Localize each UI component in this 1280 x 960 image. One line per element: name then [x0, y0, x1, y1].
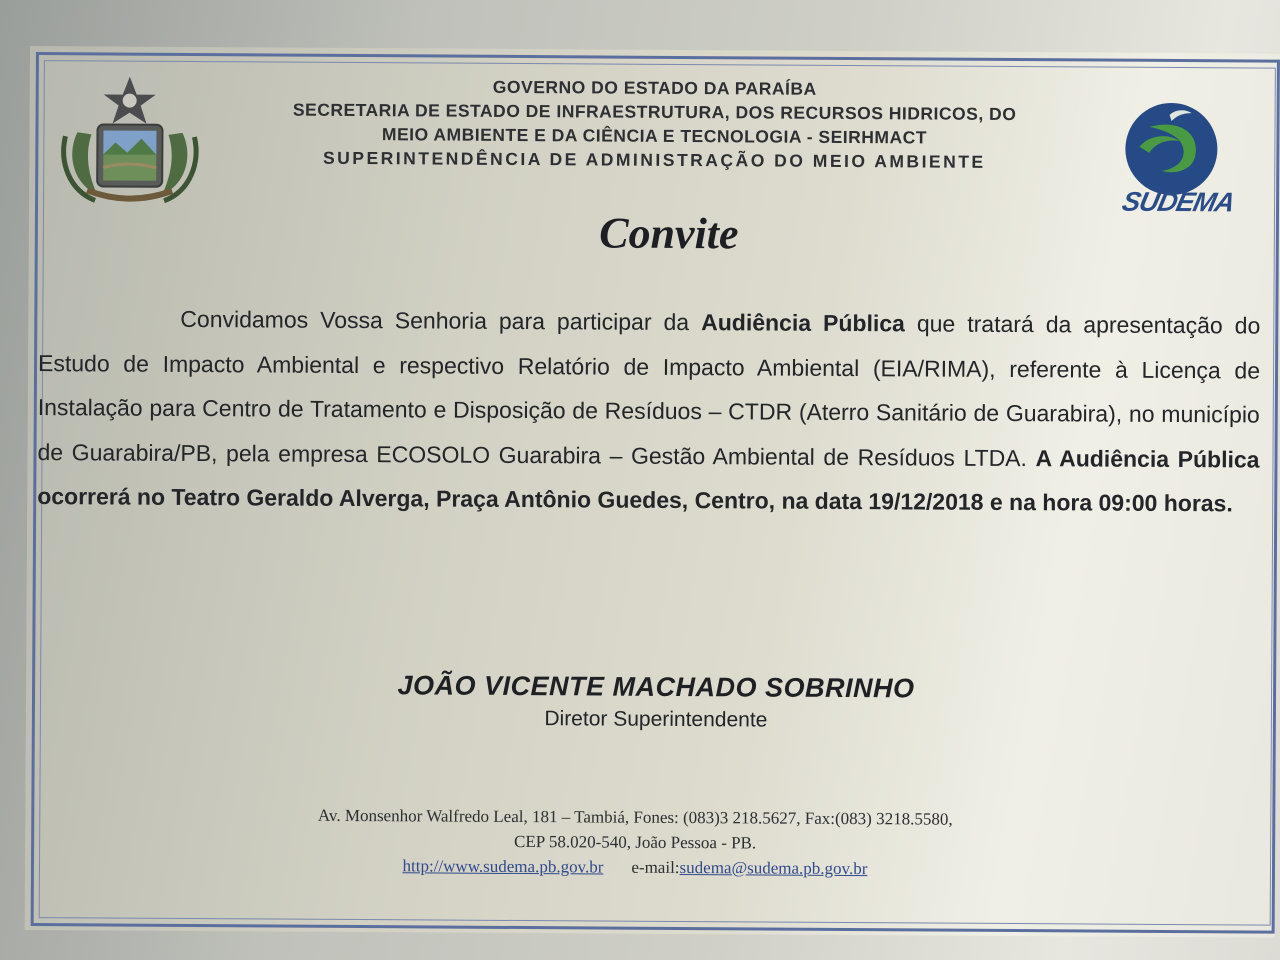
signatory-role: Diretor Superintendente: [544, 707, 768, 732]
website-link[interactable]: http://www.sudema.pb.gov.br: [402, 856, 604, 877]
header-secretariat: SECRETARIA DE ESTADO DE INFRAESTRUTURA, DOS RECURSOS HIDRICOS, DO: [292, 99, 1017, 125]
body-text-2: que tratará da apresentação do Estudo de Impacto Ambiental e respectivo Relatório de Impacto Ambiental (EIA/RIMA), referente à Licença de Instalação para Centro de Tratamento e Disposição de Resíduos – CTDR (Aterro Sanitário de Guarabira), no município de Guarabira/PB, pela empresa ECOSOLO Guarabira – Gestão Ambiental de Resíduos LTDA.: [37, 310, 1261, 471]
footer: [235, 802, 1035, 882]
sudema-logo-text: SUDEMA: [1119, 186, 1237, 218]
footer-address: Av. Monsenhor Walfredo Leal, 181 – Tambiá, Fones: (083)3 218.5627, Fax:(083) 3218.5580,: [317, 805, 953, 829]
body-bold-2: A Audiência Pública ocorrerá no Teatro Geraldo Alverga, Praça Antônio Guedes, Centro, na data 19/12/2018 e na hora 09:00 horas.: [37, 444, 1260, 517]
invitation-sheet: [25, 46, 1280, 938]
letterhead: [229, 73, 1080, 174]
header-government: GOVERNO DO ESTADO DA PARAÍBA: [492, 76, 817, 99]
signatory-name: JOÃO VICENTE MACHADO SOBRINHO: [397, 670, 915, 704]
invitation-body: [37, 296, 1260, 526]
document-title: Convite: [599, 208, 739, 259]
header-superintendence: SUPERINTENDÊNCIA DE ADMINISTRAÇÃO DO MEIO AMBIENTE: [322, 147, 986, 172]
header-secretariat-cont: MEIO AMBIENTE E DA CIÊNCIA E TECNOLOGIA - SEIRHMACT: [381, 124, 928, 148]
email-link[interactable]: sudema@sudema.pb.gov.br: [679, 857, 868, 879]
footer-links: [235, 852, 1035, 882]
footer-cep: CEP 58.020-540, João Pessoa - PB.: [514, 831, 757, 853]
coat-of-arms-icon: [57, 72, 203, 208]
email-label: e-mail:: [631, 857, 680, 877]
body-text-1: Convidamos Vossa Senhoria para participar da: [180, 305, 702, 336]
body-bold-1: Audiência Pública: [701, 309, 905, 337]
